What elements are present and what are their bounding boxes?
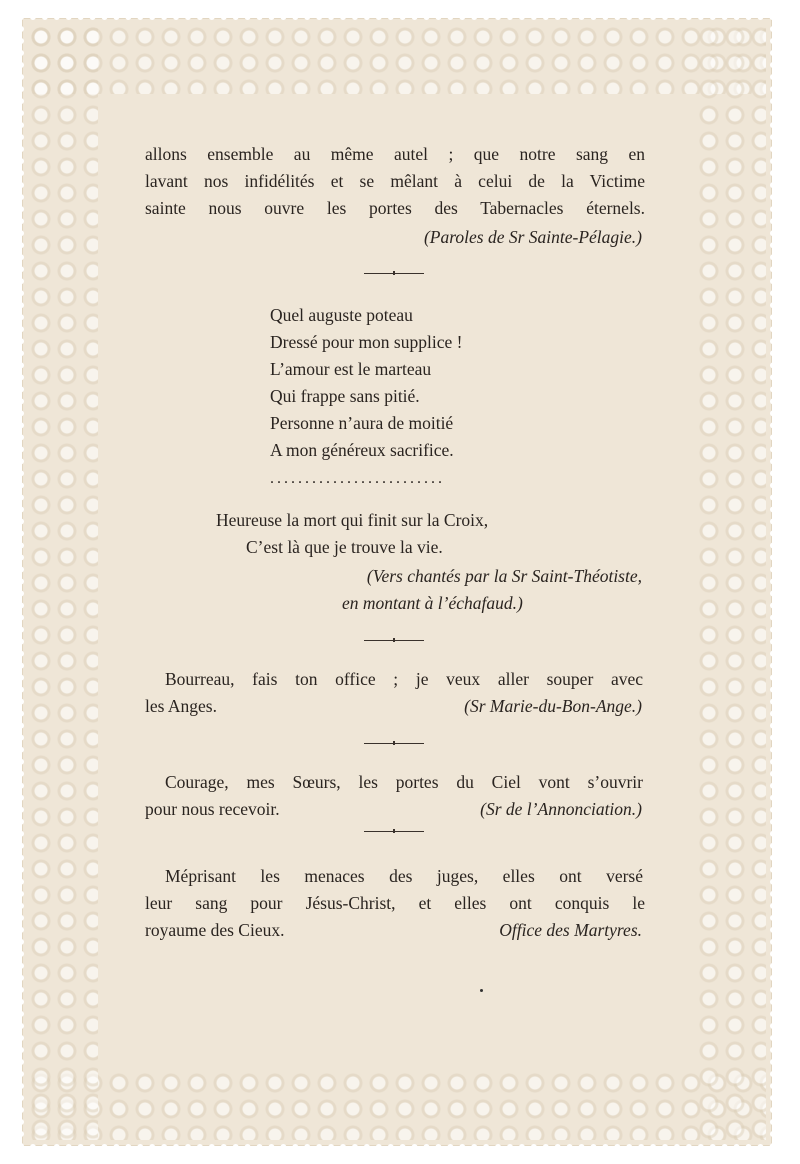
verse-line-1: Heureuse la mort qui finit sur la Croix, bbox=[216, 510, 489, 530]
para4-line-3: royaume des Cieux. bbox=[145, 920, 285, 940]
poem-ellipsis: ......................... bbox=[270, 470, 445, 487]
para3-attribution: (Sr de l’Annonciation.) bbox=[480, 799, 642, 819]
para2-line-1: Bourreau, fais ton office ; je veux aller souper avec bbox=[165, 669, 643, 689]
para4-line-1: Méprisant les menaces des juges, elles ont versé bbox=[165, 866, 643, 886]
para2-line-2: les Anges. bbox=[145, 696, 217, 716]
para4-attribution: Office des Martyres. bbox=[499, 920, 642, 940]
section-divider-3 bbox=[364, 743, 424, 744]
para3-line-1: Courage, mes Sœurs, les portes du Ciel vont s’ouvrir bbox=[165, 772, 643, 792]
para2-attribution: (Sr Marie-du-Bon-Ange.) bbox=[464, 696, 642, 716]
poem-line-5: Personne n’aura de moitié bbox=[270, 413, 454, 433]
section-divider-4 bbox=[364, 831, 424, 832]
section-divider-1 bbox=[364, 273, 424, 274]
verse-attribution-line-1: (Vers chantés par la Sr Saint-Théotiste, bbox=[366, 566, 642, 586]
poem-line-2: Dressé pour mon supplice ! bbox=[270, 332, 463, 352]
para3-line-2: pour nous recevoir. bbox=[145, 799, 280, 819]
verse-line-2: C’est là que je trouve la vie. bbox=[246, 537, 443, 557]
verse-attribution-line-2: en montant à l’échafaud.) bbox=[342, 593, 523, 613]
poem-line-1: Quel auguste poteau bbox=[270, 305, 413, 325]
section-divider-2 bbox=[364, 640, 424, 641]
para1-attribution: (Paroles de Sr Sainte-Pélagie.) bbox=[423, 227, 642, 247]
poem-line-3: L’amour est le marteau bbox=[270, 359, 432, 379]
para1-line-1: allons ensemble au même autel ; que notre sang en bbox=[145, 144, 645, 164]
para4-line-2: leur sang pour Jésus-Christ, et elles ont conquis le bbox=[145, 893, 645, 913]
para1-line-2: lavant nos infidélités et se mêlant à celui de la Victime bbox=[145, 171, 645, 191]
poem-line-6: A mon généreux sacrifice. bbox=[270, 440, 454, 460]
ink-speck bbox=[480, 989, 483, 992]
para1-line-3: sainte nous ouvre les portes des Tabernacles éternels. bbox=[145, 198, 645, 218]
poem-line-4: Qui frappe sans pitié. bbox=[270, 386, 420, 406]
